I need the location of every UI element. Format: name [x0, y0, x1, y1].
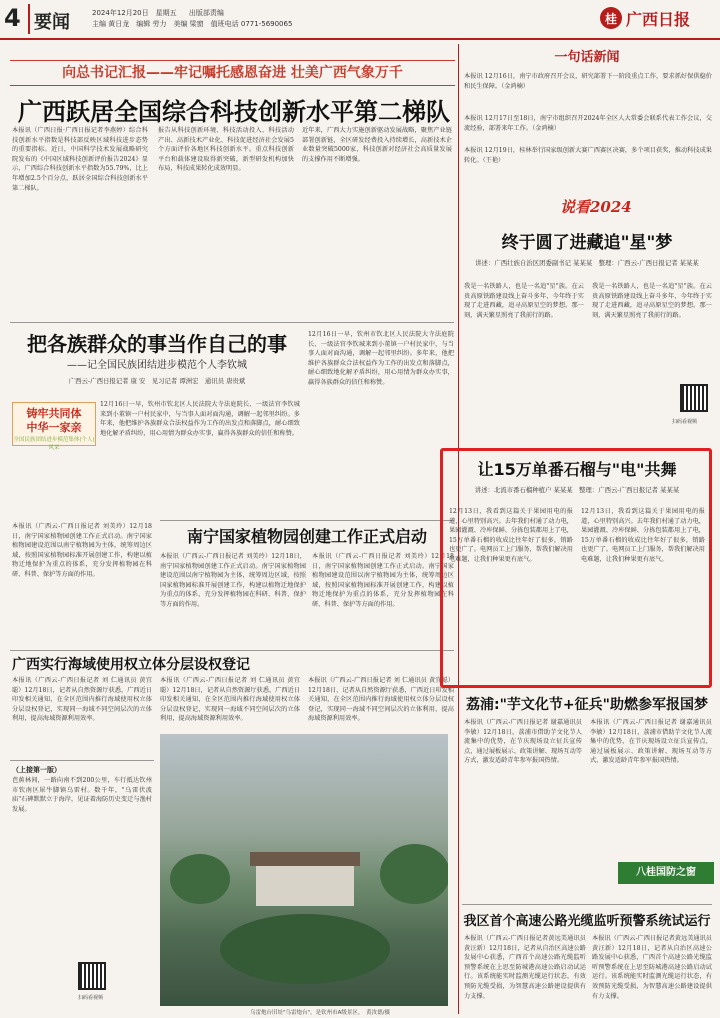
story2-body: 12月16日一早，钦州市钦北区人民法院大寺法庭院长、一级法官李钦城来到小董镇一户村民家中，与当事人面对面沟通，调解一起邻里纠纷。多年来，他把维护各族群众合法权益作为工作的出发点和落脚点，耐心细致地化解矛盾纠纷，用心用情为群众办实事，赢得各族群众的信任和称赞。 [100, 401, 300, 437]
story2-deck: ——记全国民族团结进步模范个人李钦城 [67, 360, 247, 371]
badge-line1: 铸牢共同体 [26, 407, 82, 420]
feature-byline: 讲述：广西壮族自治区团委副书记 某某某 整理：广西云-广西日报记者 某某某 [475, 259, 699, 267]
story5-headline: 荔浦:"芋文化节+征兵"助燃参军报国梦 [466, 697, 708, 713]
newspaper-logo [600, 6, 710, 30]
story5-body-col2: 本报讯（广西云-广西日报记者 谢嘉通讯员 李敏）12月18日，荔浦市借助芋文化节人流集中的优势，在节庆现场设立征兵宣传点，通过展板展示、政策讲解、现场互动等方式，激发适龄青年参军报国热情。 [590, 719, 712, 765]
story2-headline: 把各族群众的事当作自己的事 [27, 332, 287, 356]
unity-badge [12, 402, 96, 451]
highlighted-story-box [440, 448, 712, 688]
story2-byline: 广西云-广西日报记者 康 安 见习记者 谭洲宏 通讯员 唐贵斌 [68, 377, 246, 385]
divider [10, 650, 454, 651]
quote-byline: 讲述：北流市番石榴种植户 某某某 整理：广西云-广西日报记者 某某某 [474, 486, 680, 494]
news-photo [160, 734, 448, 1006]
badge-line2: 中华一家亲 [26, 421, 82, 434]
story2-body-cont: 12月16日一早，钦州市钦北区人民法院大寺法庭院长、一级法官李钦城来到小董镇一户村民家中，与当事人面对面沟通，调解一起邻里纠纷。多年来，他把维护各族群众合法权益作为工作的出发点和落脚点，耐心细致地化解矛盾纠纷，用心用情为群众办实事，赢得各族群众的信任和称赞。 [308, 331, 454, 386]
brief-item-1: 本报讯 12月16日，南宁市政府召开会议，研究部署下一阶段重点工作，要求抓好保供稳价和民生保障。（金鸿楠） [464, 73, 712, 90]
sidebar-body: 芭蕉林间，一路向南不到200公里，车行抵达钦州市钦南区犀牛脚镇乌雷村。数千年，"乌雷伏波庙"石碑默默立于海岸，见证着海防历史变迁与渔村发展。 [12, 777, 152, 813]
brief-news-banner: 一句话新闻 [554, 50, 620, 65]
qr-caption: 扫码看视频 [78, 995, 104, 1001]
story3-body-col2: 本报讯（广西云-广西日报记者 刘美玲）12月18日，南宁国家植物园创建工作正式启动。南宁国家植物园建设范围以南宁植物园为主体，统筹周边区域，按照国家植物园标准开展创建工作，构建以植物迁地保护为重点的体系，充分发挥植物园在科研、科普、保护等方面的作用。 [160, 553, 306, 608]
logo-text: 广西日报 [626, 9, 691, 29]
national-defense-badge: 八桂国防之窗 [618, 862, 714, 884]
masthead-meta [92, 8, 302, 30]
lead-headline: 广西跃居全国综合科技创新水平第二梯队 [18, 98, 450, 126]
story4-body-col3: 本报讯（广西云-广西日报记者 刘 仁通讯员 黄宜聪）12月18日，记者从自然资源厅获悉，广西近日印发相关通知，在全区范围内推行海域使用权立体分层设权登记，实现同一海域不同空间层次的立体利用，提高海域资源利用效率。 [308, 677, 454, 723]
photo-building [256, 866, 354, 906]
qr-caption: 扫码看视频 [672, 419, 698, 425]
year-review-label: 说看2024 [560, 198, 632, 216]
issue-date: 2024年12月20日 星期五 [92, 9, 177, 17]
story6-headline: 我区首个高速公路光缆监听预警系统试运行 [463, 914, 711, 929]
story3-body-col1: 本报讯（广西云-广西日报记者 刘美玲）12月18日，南宁国家植物园创建工作正式启动。南宁国家植物园建设范围以南宁植物园为主体，统筹周边区域，按照国家植物园标准开展创建工作，构建以植物迁地保护为重点的体系，充分发挥植物园在科研、科普、保护等方面的作用。 [12, 523, 152, 578]
photo-tree [170, 854, 230, 904]
quote-body-col2: 12月13日，我看到这篇关于果园用电的报道，心里特别高兴。去年我们村通了动力电，果园灌溉、冷库保鲜、分拣包装都用上了电，15万单番石榴的收成比往年好了很多，销路也更广了。电网员工上门服务，帮我们解决用电难题，让我们种果更有底气。 [581, 508, 705, 563]
divider [160, 520, 454, 521]
story3-headline: 南宁国家植物园创建工作正式启动 [186, 527, 427, 546]
story4-body-col2: 本报讯（广西云-广西日报记者 刘 仁通讯员 黄宜聪）12月18日，记者从自然资源厅获悉，广西近日印发相关通知，在全区范围内推行海域使用权立体分层设权登记，实现同一海域不同空间层次的立体利用，提高海域资源利用效率。 [160, 677, 300, 723]
quote-body-col1: 12月13日，我看到这篇关于果园用电的报道，心里特别高兴。去年我们村通了动力电，果园灌溉、冷库保鲜、分拣包装都用上了电，15万单番石榴的收成比往年好了很多，销路也更广了。电网员工上门服务，帮我们解决用电难题，让我们种果更有底气。 [449, 508, 573, 563]
logo-icon: 桂 [600, 7, 622, 29]
qr-code-icon [680, 384, 708, 412]
staff-line: 主编 黄日龙 编辑 劳力 美编 梁窗 值班电话 0771-5690065 [92, 20, 293, 28]
story5-body-col1: 本报讯（广西云-广西日报记者 谢嘉通讯员 李敏）12月18日，荔浦市借助芋文化节人流集中的优势，在节庆现场设立征兵宣传点，通过展板展示、政策讲解、现场互动等方式，激发适龄青年参军报国热情。 [464, 719, 582, 765]
sidebar-header: （上接第一版） [12, 766, 61, 774]
divider [462, 904, 712, 905]
brief-item-2: 本报讯 12月17日至18日，南宁市组织召开2024年全区人大常委会联系代表工作会议，交流经验，部署来年工作。（金鸿楠） [464, 115, 712, 132]
qr-code-icon [78, 962, 106, 990]
story4-headline: 广西实行海域使用权立体分层设权登记 [12, 657, 250, 673]
lead-body-col1: 本报讯（广西日报·广西日报记者李燕婷）综合科技创新水平指数是科技部反映区域科技进步态势的重要指标。近日，中国科学技术发展战略研究院发布的《中国区域科技创新评价报告2024》显示，广西综合科技创新水平指数为55.79%，比上年增加2.5个百分点，跃居全国综合科技创新水平第二梯队。 [12, 127, 148, 192]
section-title: 要闻 [34, 12, 70, 33]
lead-body-col2: 报告从科技创新环境、科技活动投入、科技活动产出、高新技术产业化、科技促进经济社会发展5个方面评价各地区科技创新水平。重点科技创新平台和载体建设取得新突破，新型研发机构加快布局，科技成果转化成效明显。 [158, 127, 294, 173]
feature-body-col2: 我是一名铁路人，也是一名追"星"族。在云贵高原铁路建设线上奋斗多年，今年终于实现了走进西藏，追寻高原星空的梦想。那一刻，满天繁星照亮了我前行的路。 [592, 283, 712, 319]
story4-body-col1: 本报讯（广西云-广西日报记者 刘 仁通讯员 黄宜聪）12月18日，记者从自然资源厅获悉，广西近日印发相关通知，在全区范围内推行海域使用权立体分层设权登记，实现同一海域不同空间层次的立体利用，提高海域资源利用效率。 [12, 677, 152, 723]
feature-headline: 终于圆了进藏追"星"梦 [501, 233, 673, 253]
story6-body-col2: 本报讯（广西云-广西日报记者黄远美通讯员黄汪新）12月18日，记者从自治区高速公路发展中心获悉，广西首个高速公路光缆监听预警系统在上思至防城港高速公路启动试运行。该系统能实时监测光缆运行状态，有效预防光缆受损，为智慧高速公路建设提供有力支撑。 [592, 935, 712, 1000]
story6-body-col1: 本报讯（广西云-广西日报记者黄远美通讯员黄汪新）12月18日，记者从自治区高速公路发展中心获悉，广西首个高速公路光缆监听预警系统在上思至防城港高速公路启动试运行。该系统能实时监测光缆运行状态，有效预防光缆受损，为智慧高速公路建设提供有力支撑。 [464, 935, 586, 1000]
photo-foliage [220, 914, 390, 984]
page-number: 4 [4, 4, 30, 34]
divider [10, 760, 154, 761]
quote-headline: 让15万单番石榴与"电"共舞 [477, 460, 677, 479]
feature-body-col1: 我是一名铁路人，也是一名追"星"族。在云贵高原铁路建设线上奋斗多年，今年终于实现了走进西藏，追寻高原星空的梦想。那一刻，满天繁星照亮了我前行的路。 [464, 283, 584, 319]
photo-caption: 乌雷炮台旧址"乌雷炮台"，是钦州市A级景区。 黄汝德/摄 [250, 1010, 390, 1016]
editor-label: 出版部责编 [188, 9, 224, 17]
lead-body-col3: 近年来，广西大力实施创新驱动发展战略，聚焦产业链部署创新链，全区研发经费投入持续增长，高新技术企业数量突破5000家，科技创新对经济社会高质量发展的支撑作用不断增强。 [302, 127, 452, 163]
photo-roof [250, 852, 360, 866]
divider [10, 322, 454, 323]
brief-item-3: 本报讯 12月19日，桂林举行国家级创新大赛广西赛区决赛，多个项目获奖，推动科技成果转化。（王艳） [464, 147, 712, 164]
badge-line3: 全国民族团结进步模范集体(个人)风采 [13, 437, 95, 451]
masthead [0, 0, 720, 40]
story3-body-col3: 本报讯（广西云-广西日报记者 刘美玲）12月18日，南宁国家植物园创建工作正式启动。南宁国家植物园建设范围以南宁植物园为主体，统筹周边区域，按照国家植物园标准开展创建工作，构建以植物迁地保护为重点的体系，充分发挥植物园在科研、科普、保护等方面的作用。 [312, 553, 454, 608]
photo-tree [380, 844, 448, 904]
campaign-banner: 向总书记汇报——牢记嘱托感恩奋进 壮美广西气象万千 [10, 60, 455, 86]
